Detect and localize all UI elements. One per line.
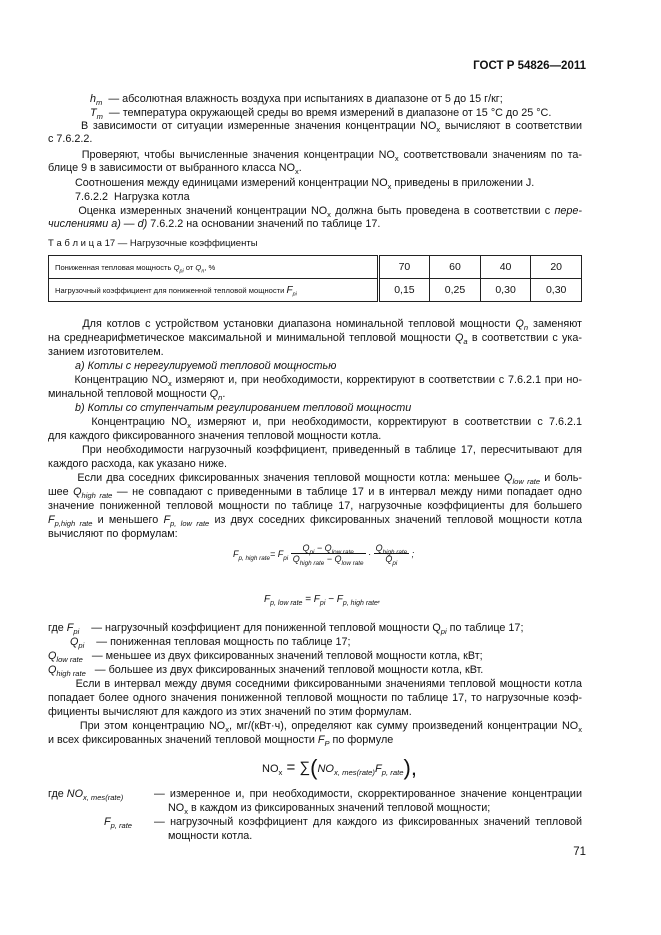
- table-cell: 70: [378, 256, 430, 279]
- paragraph-line: значение пониженной тепловой мощности по таблице 17, нагрузочные коэффициенты для большего: [48, 500, 582, 512]
- paragraph-line: При необходимости нагрузочный коэффициент, приведенный в таблице 17, пересчитывают для: [81, 444, 582, 456]
- definition-tm: $T_m$ — температура окружающей среды во время измерений в диапазоне от 15 °С до 25 °С.: [90, 107, 552, 122]
- paragraph-line: числениями а) — d) 7.6.2.2 на основании значений по таблице 17.: [48, 218, 381, 230]
- paragraph-line: минальной тепловой мощности $Q_n$.: [48, 388, 226, 403]
- definition-qhigh: $Q_{high rate}$ — большее из двух фиксированных значений тепловой мощности котла, кВт.: [48, 664, 484, 679]
- section-heading: 7.6.2.2 Нагрузка котла: [75, 191, 190, 203]
- formula-nox-sum: $NO_x = \sum(NO_{x, mes(rate)}F_{p, rate})$,: [262, 755, 417, 780]
- table-cell: 60: [430, 256, 481, 279]
- paragraph-line: шее $Q_{high rate}$ — не совпадают с приведенными в таблице 17 и в интервал между ними попадает одно: [48, 486, 582, 501]
- paragraph-line: $F_{p,high rate}$ и меньшего $F_{p, low rate}$ из двух соседних фиксированных значений тепловой мощности котла: [48, 514, 582, 529]
- definition-qlow: $Q_{low rate}$ — меньшее из двух фиксированных значений тепловой мощности котла, кВт;: [48, 650, 483, 665]
- table-row-label: Нагрузочный коэффициент для пониженной тепловой мощности $F_{pi}$: [49, 279, 379, 302]
- definition-text: — нагрузочный коэффициент для каждого из фиксированных значений тепловой: [154, 816, 582, 828]
- list-item-a: a) Котлы с нерегулируемой тепловой мощностью: [75, 360, 337, 372]
- paragraph-line: Для котлов с устройством установки диапазона номинальной тепловой мощности $Q_n$ заменяют: [82, 318, 582, 333]
- paragraph-line: При этом концентрацию $NO_x$, мг/(кВт·ч), определяют как сумму произведений концентрации $NO_x$: [79, 720, 582, 735]
- definition-text: $NO_x$ в каждом из фиксированных значений тепловой мощности;: [168, 802, 491, 817]
- definition-fpi: где $F_{pi}$ — нагрузочный коэффициент для пониженной тепловой мощности $Q_{pi}$ по таблице 17;: [48, 622, 524, 637]
- definition-text: — измеренное и, при необходимости, скорректированное значение концентрации: [154, 788, 582, 800]
- formula-high-rate: $F_{p, high rate}= F_{pi}$ $\frac{Q_{pi} - Q_{low rate}}{Q_{high rate} - Q_{low rate}}$ · $\frac{Q_{high rate}}{Q_{pi}}$ ;: [233, 543, 415, 567]
- table-row-label: Пониженная тепловая мощность $Q_{pi}$ от $Q_n$, %: [49, 256, 379, 279]
- table-cell: 0,30: [531, 279, 582, 302]
- table-cell: 0,25: [430, 279, 481, 302]
- definition-hm: $h_m$ — абсолютная влажность воздуха при испытаниях в диапазоне от 5 до 15 г/кг;: [90, 93, 503, 108]
- paragraph-line: попадает более одного значения пониженной тепловой мощности по таблице 17, то нагрузочные коэф-: [48, 692, 582, 704]
- definition-text: мощности котла.: [168, 830, 253, 842]
- paragraph-line: для каждого фиксированного значения тепловой мощности котла.: [48, 430, 382, 442]
- paragraph-line: Соотношения между единицами измерений концентрации $NO_x$ приведены в приложении J.: [75, 177, 535, 192]
- paragraph-line: на среднеарифметическое максимальной и минимальной тепловой мощности $Q_a$ в соответствии с ука-: [48, 332, 582, 347]
- document-code: ГОСТ Р 54826—2011: [473, 60, 586, 72]
- definition-nox-mes: где $NO_{x, mes(rate)}$: [48, 788, 124, 803]
- definition-fp-rate: $F_{p, rate}$: [104, 816, 133, 831]
- table-cell: 20: [531, 256, 582, 279]
- table-cell: 40: [480, 256, 531, 279]
- paragraph-line: Концентрацию $NO_x$ измеряют и, при необходимости, корректируют в соответствии с 7.6.2.1 при но-: [74, 374, 582, 389]
- formula-low-rate: $F_{p, low rate} = F_{pi} - F_{p, high rate}$,: [264, 594, 381, 607]
- paragraph-line: занием изготовителем.: [48, 346, 164, 358]
- paragraph-line: Оценка измеренных значений концентрации $NO_x$ должна быть проведена в соответствии с пере-: [78, 205, 583, 220]
- paragraph-line: фициенты вычисляют для каждого из этих значений по этим формулам.: [48, 706, 412, 718]
- table-cell: 0,30: [480, 279, 531, 302]
- paragraph-line: блице 9 в зависимости от выбранного класса $NO_x$.: [48, 162, 302, 177]
- paragraph-line: каждого расхода, как указано ниже.: [48, 458, 228, 470]
- list-item-b: b) Котлы со ступенчатым регулированием тепловой мощности: [75, 402, 412, 414]
- table-row: [49, 279, 582, 302]
- paragraph-line: вычисляют по формулам:: [48, 528, 178, 540]
- paragraph-line: Проверяют, чтобы вычисленные значения концентрации $NO_x$ соответствовали значениям по та-: [81, 149, 582, 164]
- paragraph-line: Если в интервал между двумя соседними фиксированными значениями тепловой мощности котла: [75, 678, 583, 690]
- coefficients-table: [48, 255, 582, 302]
- table-row: [49, 256, 582, 279]
- paragraph-line: Концентрацию $NO_x$ измеряют и, при необходимости, корректируют в соответствии с 7.6.2.1: [91, 416, 583, 431]
- table-caption: Т а б л и ц а 17 — Нагрузочные коэффициенты: [48, 238, 258, 249]
- paragraph-line: В зависимости от ситуации измеренные значения концентрации $NO_x$ вычисляют в соответствии: [81, 120, 583, 135]
- table-cell: 0,15: [378, 279, 430, 302]
- definition-qpi: $Q_{pi}$ — пониженная тепловая мощность по таблице 17;: [70, 636, 351, 651]
- paragraph-line: и всех фиксированных значений тепловой мощности $F_P$ по формуле: [48, 734, 394, 749]
- page-number: 71: [573, 846, 586, 858]
- paragraph-line: с 7.6.2.2.: [48, 133, 93, 145]
- paragraph-line: Если два соседних фиксированных значения тепловой мощности котла: меньшее $Q_{low rate}$ и боль-: [77, 472, 582, 487]
